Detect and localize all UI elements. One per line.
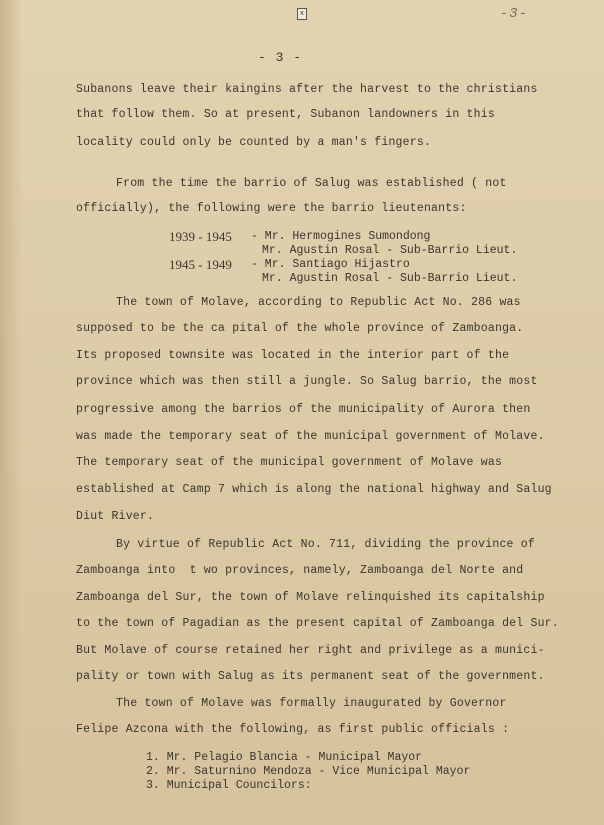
official-list-item: 2. Mr. Saturnino Mendoza - Vice Municipal Mayor xyxy=(146,765,471,778)
paragraph-line: Zamboanga into t wo provinces, namely, Zamboanga del Norte and xyxy=(76,564,524,577)
paragraph-line: progressive among the barrios of the municipality of Aurora then xyxy=(76,403,531,416)
paragraph-line: pality or town with Salug as its permanent seat of the government. xyxy=(76,670,545,683)
paragraph-line: By virtue of Republic Act No. 711, dividing the province of xyxy=(116,538,535,551)
lieutenant-years: 1945 - 1949 xyxy=(169,257,232,272)
paragraph-line: officially), the following were the barrio lieutenants: xyxy=(76,202,467,215)
official-list-item: 3. Municipal Councilors: xyxy=(146,779,312,792)
paragraph-line: was made the temporary seat of the municipal government of Molave. xyxy=(76,430,545,443)
lieutenant-name: Mr. Agustin Rosal - Sub-Barrio Lieut. xyxy=(262,244,518,257)
paragraph-line: The town of Molave was formally inaugurated by Governor xyxy=(116,697,507,710)
paragraph-line: locality could only be counted by a man's fingers. xyxy=(76,136,432,149)
staple-mark: x xyxy=(297,8,307,20)
corner-page-number: -3- xyxy=(499,6,528,22)
paragraph-line: Felipe Azcona with the following, as first public officials : xyxy=(76,723,510,736)
paragraph-line: The town of Molave, according to Republic Act No. 286 was xyxy=(116,296,521,309)
official-list-item: 1. Mr. Pelagio Blancia - Municipal Mayor xyxy=(146,751,423,764)
paragraph-line: The temporary seat of the municipal government of Molave was xyxy=(76,456,503,469)
paragraph-line: Its proposed townsite was located in the interior part of the xyxy=(76,349,510,362)
paragraph-line: Diut River. xyxy=(76,510,155,523)
paragraph-line: province which was then still a jungle. So Salug barrio, the most xyxy=(76,375,538,388)
paragraph-line: Subanons leave their kaingins after the harvest to the christians xyxy=(76,83,538,96)
page-edge-stain xyxy=(0,0,22,825)
paragraph-line: supposed to be the ca pital of the whole province of Zamboanga. xyxy=(76,322,524,335)
paragraph-line: that follow them. So at present, Subanon landowners in this xyxy=(76,108,495,121)
lieutenant-years: 1939 - 1945 xyxy=(169,229,232,244)
paragraph-line: to the town of Pagadian as the present capital of Zamboanga del Sur. xyxy=(76,617,559,630)
lieutenant-name: Mr. Agustin Rosal - Sub-Barrio Lieut. xyxy=(262,272,518,285)
paragraph-line: From the time the barrio of Salug was established ( not xyxy=(116,177,507,190)
paragraph-line: But Molave of course retained her right and privilege as a munici- xyxy=(76,644,545,657)
paragraph-line: established at Camp 7 which is along the national highway and Salug xyxy=(76,483,552,496)
page-number: - 3 - xyxy=(258,50,303,65)
paragraph-line: Zamboanga del Sur, the town of Molave relinquished its capitalship xyxy=(76,591,545,604)
lieutenant-name: - Mr. Santiago Hijastro xyxy=(251,258,410,271)
lieutenant-name: - Mr. Hermogines Sumondong xyxy=(251,230,431,243)
